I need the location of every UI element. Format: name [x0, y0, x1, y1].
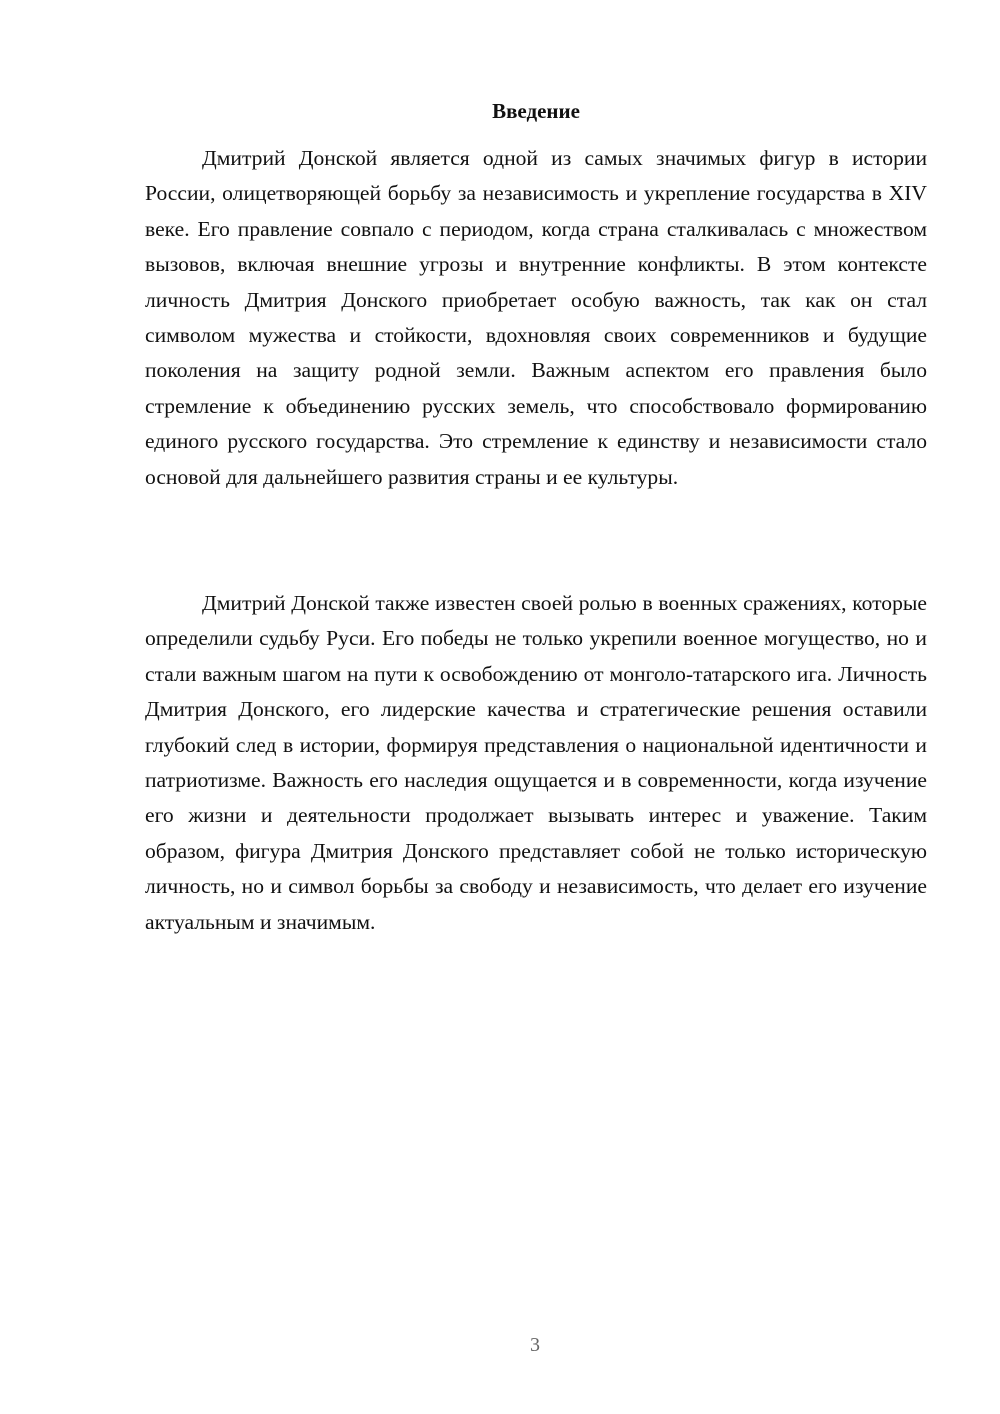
paragraph: Дмитрий Донской является одной из самых значимых фигур в истории России, олицетворяющей борьбу за независимость и укрепление государства в XIV веке. Его правление совпало с периодом, когда страна сталкивалась с множеством вызовов, включая внешние угрозы и внутренние конфликты. В этом контексте личность Дмитрия Донского приобретает особую важность, так как он стал символом мужества и стойкости, вдохновляя своих современников и будущие поколения на защиту родной земли. Важным аспектом его правления было стремление к объединению русских земель, что способствовало формированию единого русского государства. Это стремление к единству и независимости стало основой для дальнейшего развития страны и ее культуры. [145, 146, 927, 489]
paragraph: Дмитрий Донской также известен своей ролью в военных сражениях, которые определили судьбу Руси. Его победы не только укрепили военное могущество, но и стали важным шагом на пути к освобождению от монголо-татарского ига. Личность Дмитрия Донского, его лидерские качества и стратегические решения оставили глубокий след в истории, формируя представления о национальной идентичности и патриотизме. Важность его наследия ощущается и в современности, когда изучение его жизни и деятельности продолжает вызывать интерес и уважение. Таким образом, фигура Дмитрия Донского представляет собой не только историческую личность, но и символ борьбы за свободу и независимость, что делает его изучение актуальным и значимым. [145, 591, 927, 934]
page-number: 3 [530, 1334, 540, 1356]
section-heading: Введение [492, 99, 580, 123]
